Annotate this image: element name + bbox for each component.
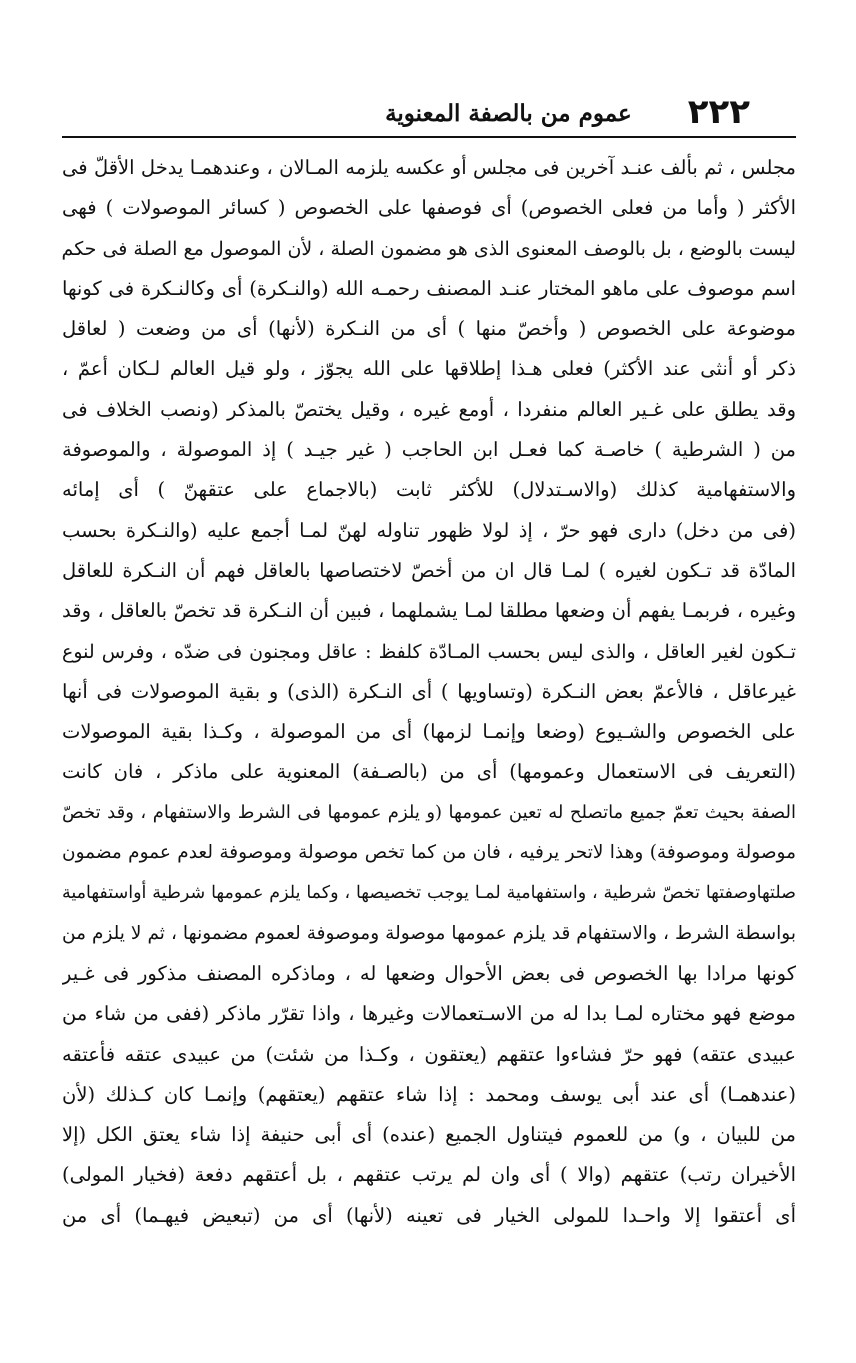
text-line: (فى من دخل) دارى فهو حرّ ، إذ لولا ظهور تناوله لهنّ لمـا أجمع عليه (والنـكرة بحسب: [62, 518, 796, 542]
text-line: اسم موصوف على ماهو المختار عنـد المصنف رحمـه الله (والنـكرة) أى وكالنـكرة فى كونها: [62, 276, 796, 300]
header-rule: [62, 136, 796, 138]
text-line: الصفة بحيث تعمّ جميع ماتصلح له تعين عمومها (و يلزم عمومها فى الشرط والاستفهام ، وقد تخصّ: [62, 801, 796, 823]
page-header: [76, 92, 796, 132]
text-line: من ( الشرطية ) خاصـة كما فعـل ابن الحاجب ( غير جيـد ) إذ الموصولة ، والموصوفة: [62, 438, 796, 462]
text-line: مجلس ، ثم بألف عنـد آخرين فى مجلس أو عكسه يلزمه المـالان ، وعندهمـا يدخل الأقلّ فى: [62, 156, 796, 179]
text-line: ذكر أو أنثى عند الأكثر) فعلى هـذا إطلاقها على الله يجوّز ، ولو قيل العالم لـكان أعمّ ،: [62, 357, 796, 381]
text-line: كونها مرادا بها الخصوص فى بعض الأحوال وضعها له ، وماذكره المصنف مذكور فى غـير: [62, 961, 796, 985]
text-line: ليست بالوضع ، بل بالوصف المعنوى الذى هو مضمون الصلة ، لأن الموصول مع الصلة فى حكم: [62, 237, 796, 260]
text-line: موضع فهو مختاره لمـا بدا له من الاسـتعمالات وغيرها ، واذا تقرّر ماذكر (ففى من شاء من: [62, 1002, 796, 1026]
text-line: موصولة وموصوفة) وهذا لاتحر يرفيه ، فان من كما تخص موصولة وموصوفة لعدم عموم مضمون: [62, 842, 796, 864]
text-line: الأخيران رتب) عتقهم (والا ) أى وان لم يرتب عتقهم ، بل أعتقهم دفعة (فخيار المولى): [62, 1163, 796, 1187]
text-line: والاستفهامية كذلك (والاسـتدلال) للأكثر ثابت (بالاجماع على عتقهنّ ) أى إمائه: [62, 478, 796, 502]
text-line: بواسطة الشرط ، والاستفهام قد يلزم عمومها موصولة وموصوفة لعموم مضمونها ، ثم لا يلزم من: [62, 922, 796, 944]
page-number: ٢٢٢: [687, 92, 750, 132]
text-line: عبيدى عتقه) فهو حرّ فشاءوا عتقهم (يعتقون ، وكـذا من شئت) من عبيدى عتقه فأعتقه: [62, 1042, 796, 1066]
text-line: الأكثر ( وأما من فعلى الخصوص) أى فوصفها على الخصوص ( كسائر الموصولات ) فهى: [62, 196, 796, 220]
text-line: (التعريف فى الاستعمال وعمومها) أى من (بالصـفة) المعنوية على ماذكر ، فان كانت: [62, 760, 796, 784]
text-line: موضوعة على الخصوص ( وأخصّ منها ) أى من النـكرة (لأنها) أى من وضعت ( لعاقل: [62, 317, 796, 341]
text-line: صلتهاوصفتها تخصّ شرطية ، واستفهامية لمـا يوجب تخصيصها ، وكما يلزم عمومها شرطية أواستفهامية: [62, 883, 796, 904]
text-line: المادّة قد تـكون لغيره ) لمـا قال ان من أخصّ لاختصاصها بالعاقل فهم أن النـكرة للعاقل: [62, 558, 796, 582]
text-line: تـكون لغير العاقل ، والذى ليس بحسب المـادّة كلفظ : عاقل ومجنون فى ضدّه ، وفرس لنوع: [62, 640, 796, 663]
text-line: (عندهمـا) أى عند أبى يوسف ومحمد : إذا شاء عتقهم (يعتقهم) وإنمـا كان كـذلك (لأن: [62, 1082, 796, 1106]
text-line: على الخصوص والشـيوع (وضعا وإنمـا لزمها) أى من الموصولة ، وكـذا بقية الموصولات: [62, 720, 796, 744]
text-line: وغيره ، فربمـا يفهم أن وضعها مطلقا لمـا يشملهما ، فبين أن النـكرة قد تخصّ بالعاقل ، وقد: [62, 599, 796, 623]
text-line: من للبيان ، و) من للعموم فيتناول الجميع (عنده) أى أبى حنيفة إذا شاء يعتق الكل (إلا: [62, 1123, 796, 1147]
text-line: أى أعتقوا إلا واحـدا للمولى الخيار فى تعينه (لأنها) أى من (تبعيض فيهـما) أى من: [62, 1203, 796, 1227]
text-line: غيرعاقل ، فالأعمّ بعض النـكرة (وتساويها ) أى النـكرة (الذى) و بقية الموصولات فى أنها: [62, 679, 796, 703]
body-text: [62, 148, 796, 1236]
running-title: عموم من بالصفة المعنوية: [385, 100, 632, 127]
text-line: وقد يطلق على غـير العالم منفردا ، أومع غيره ، وقيل يختصّ بالمذكر (ونصب الخلاف فى: [62, 397, 796, 421]
